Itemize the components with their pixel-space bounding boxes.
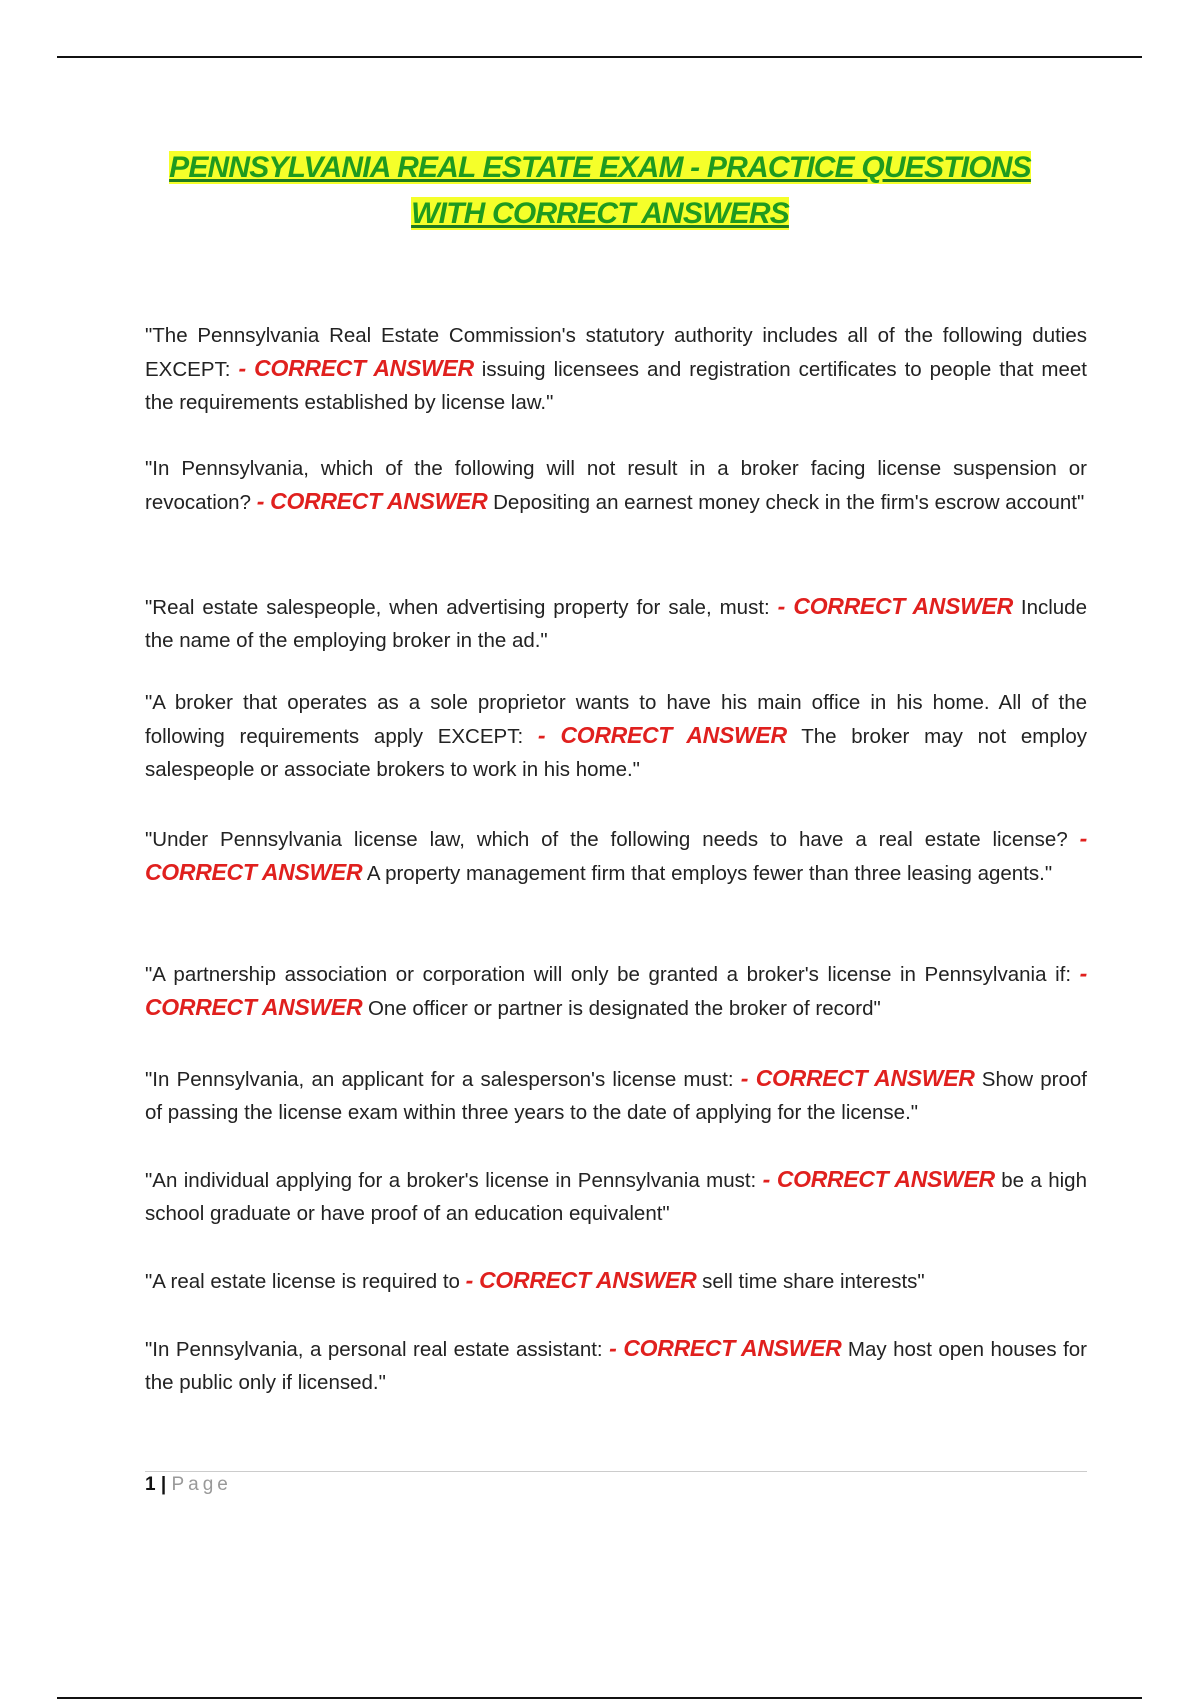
footer-separator: | <box>160 1474 167 1495</box>
question-item <box>145 957 1087 1025</box>
correct-answer-marker: - CORRECT ANSWER <box>238 355 474 381</box>
answer-text: May host open houses for the public only if licensed." <box>145 1338 1087 1394</box>
question-item <box>145 1163 1087 1230</box>
question-text: "The Pennsylvania Real Estate Commission's statutory authority includes all of the following duties EXCEPT: <box>145 324 1087 381</box>
title-line-2: WITH CORRECT ANSWERS <box>411 197 789 230</box>
answer-text: sell time share interests" <box>696 1270 925 1293</box>
correct-answer-marker: - CORRECT ANSWER <box>465 1267 697 1293</box>
correct-answer-marker: - CORRECT ANSWER <box>609 1335 842 1361</box>
question-item <box>145 1062 1087 1129</box>
question-text: "In Pennsylvania, which of the following will not result in a broker facing license suspension or revocation? <box>145 457 1087 514</box>
question-text: "Real estate salespeople, when advertising property for sale, must: <box>145 596 778 619</box>
answer-text: Depositing an earnest money check in the firm's escrow account" <box>487 491 1085 514</box>
question-item <box>145 1332 1087 1399</box>
question-text: "In Pennsylvania, a personal real estate assistant: <box>145 1338 610 1361</box>
question-item <box>145 452 1087 519</box>
question-text: "A real estate license is required to <box>145 1270 466 1293</box>
answer-text: be a high school graduate or have proof of an education equivalent" <box>145 1169 1087 1225</box>
page-footer <box>145 1474 232 1496</box>
question-text: "A partnership association or corporation will only be granted a broker's license in Pennsylvania if: <box>145 963 1080 986</box>
question-item <box>145 590 1087 657</box>
top-rule <box>57 56 1142 58</box>
question-text: "An individual applying for a broker's license in Pennsylvania must: <box>145 1169 763 1192</box>
title-line-1: PENNSYLVANIA REAL ESTATE EXAM - PRACTICE QUESTIONS <box>169 151 1031 184</box>
question-text: "A broker that operates as a sole proprietor wants to have his main office in his home. All of the following requirements apply EXCEPT: <box>145 691 1087 748</box>
correct-answer-marker: - CORRECT ANSWER <box>256 488 488 514</box>
page-label: Page <box>171 1474 232 1495</box>
bottom-rule <box>57 1697 1142 1699</box>
correct-answer-marker: - CORRECT ANSWER <box>145 960 1087 1020</box>
question-item <box>145 686 1087 786</box>
question-item <box>145 1264 1087 1298</box>
answer-text: The broker may not employ salespeople or associate brokers to work in his home." <box>145 725 1087 781</box>
correct-answer-marker: - CORRECT ANSWER <box>777 593 1013 619</box>
answer-text: issuing licensees and registration certificates to people that meet the requirements established by license law." <box>145 358 1087 414</box>
question-text: "In Pennsylvania, an applicant for a salesperson's license must: <box>145 1068 741 1091</box>
answer-text: Show proof of passing the license exam within three years to the date of applying for the license." <box>145 1068 1088 1124</box>
question-text: "Under Pennsylvania license law, which of the following needs to have a real estate license? <box>145 828 1080 851</box>
correct-answer-marker: - CORRECT ANSWER <box>762 1166 995 1192</box>
footer-rule <box>145 1471 1087 1472</box>
answer-text: A property management firm that employs fewer than three leasing agents." <box>362 862 1053 885</box>
correct-answer-marker: - CORRECT ANSWER <box>537 722 787 748</box>
correct-answer-marker: - CORRECT ANSWER <box>145 825 1087 885</box>
document-title <box>100 145 1100 237</box>
answer-text: Include the name of the employing broker in the ad." <box>145 596 1087 652</box>
correct-answer-marker: - CORRECT ANSWER <box>740 1065 975 1091</box>
question-item <box>145 822 1087 890</box>
page-number: 1 <box>145 1474 156 1495</box>
answer-text: One officer or partner is designated the broker of record" <box>362 997 881 1020</box>
question-item <box>145 319 1087 419</box>
